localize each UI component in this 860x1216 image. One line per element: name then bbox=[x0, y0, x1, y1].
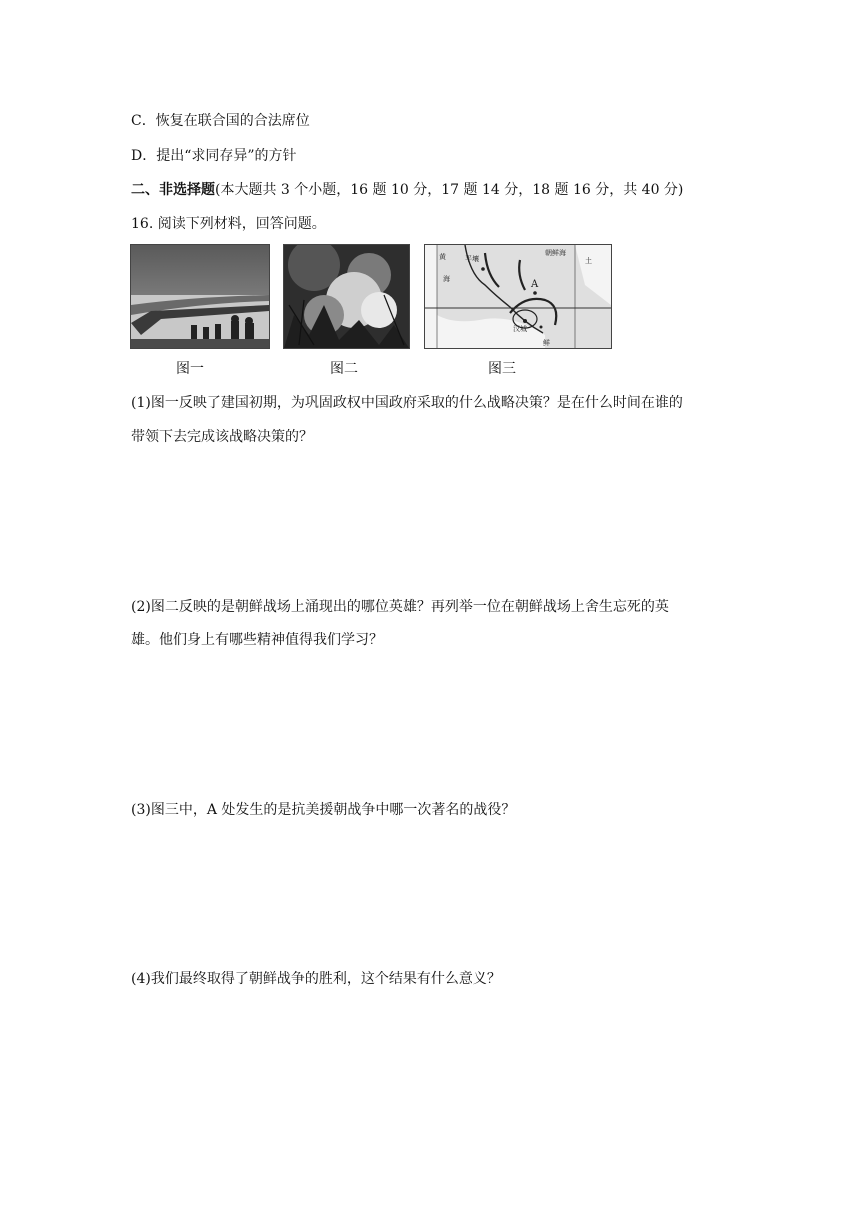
sub-question-1-line-2: 带领下去完成该战略决策的？ bbox=[131, 429, 313, 445]
figure-2-caption: 图二 bbox=[330, 361, 358, 377]
sub-question-4: (4)我们最终取得了朝鲜战争的胜利，这个结果有什么意义？ bbox=[131, 971, 501, 987]
sub-question-3: (3)图三中，A 处发生的是抗美援朝战争中哪一次著名的战役？ bbox=[131, 802, 516, 818]
section-heading bbox=[131, 180, 683, 200]
map-label-seoul: 汉城 bbox=[513, 325, 527, 333]
map-label-pyongyang: 平壤 bbox=[465, 255, 479, 263]
figure-2 bbox=[283, 244, 410, 349]
question-16-stem: 16. 阅读下列材料，回答问题。 bbox=[131, 216, 326, 232]
troops-crossing-bridge-photo bbox=[131, 245, 269, 348]
figure-1-caption: 图一 bbox=[176, 361, 204, 377]
map-label-xian: 鲜 bbox=[543, 339, 550, 347]
figure-3-caption: 图三 bbox=[488, 361, 516, 377]
map-label-yellow-sea-1: 黄 bbox=[439, 253, 446, 261]
sub-question-2-line-2: 雄。他们身上有哪些精神值得我们学习？ bbox=[131, 632, 383, 648]
map-label-soil: 土 bbox=[585, 257, 592, 265]
battlefield-fire-photo bbox=[284, 245, 409, 348]
figure-1 bbox=[130, 244, 270, 349]
map-label-yellow-sea-2: 海 bbox=[443, 275, 450, 283]
section-title: 二、非选择题 bbox=[131, 182, 215, 198]
map-label-a: A bbox=[531, 279, 539, 290]
sub-question-2-line-1: (2)图二反映的是朝鲜战场上涌现出的哪位英雄？再列举一位在朝鲜战场上舍生忘死的英 bbox=[131, 599, 669, 615]
korean-war-map bbox=[425, 245, 611, 348]
option-c: C．恢复在联合国的合法席位 bbox=[131, 113, 310, 129]
section-note: (本大题共 3 个小题，16 题 10 分，17 题 14 分，18 题 16 分，共 40 分) bbox=[215, 182, 684, 198]
figure-3 bbox=[424, 244, 612, 349]
sub-question-1-line-1: (1)图一反映了建国初期，为巩固政权中国政府采取的什么战略决策？是在什么时间在谁的 bbox=[131, 395, 683, 411]
option-d: D．提出“求同存异”的方针 bbox=[131, 148, 297, 164]
map-label-korea-strait: 朝鲜海 bbox=[545, 249, 566, 257]
